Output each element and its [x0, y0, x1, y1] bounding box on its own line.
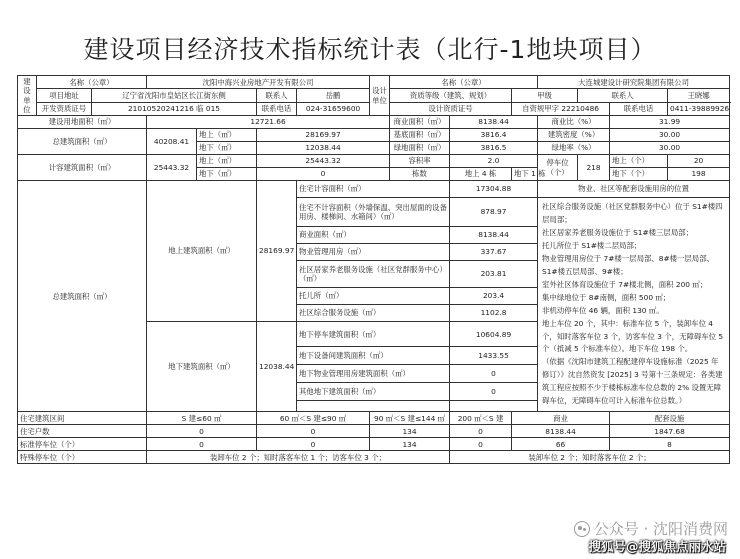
above-gfa-label: 地上（㎡） [197, 129, 257, 142]
above-row-value: 337.67 [450, 244, 538, 261]
total-gfa-label: 总建筑面积（㎡） [18, 129, 147, 155]
unit-range-label: 住宅建筑区间 [18, 412, 147, 425]
above-row-label: 物业管理用房（㎡） [297, 244, 450, 261]
below-row-value: 0 [450, 365, 538, 383]
owner-name: 沈阳中海兴业房地产开发有限公司 [147, 76, 370, 89]
below-detail-label: 地下建筑面积（㎡） [147, 322, 257, 412]
note-header: 物业、社区等配套设施用房的位置 [538, 181, 730, 198]
designer-contact: 王晓娜 [668, 89, 730, 102]
above-row-value: 1102.8 [450, 305, 538, 322]
note-line: 物业管理用房位于 7#楼一层局部、8#楼一层局部、S1#楼五层局部、9#楼； [542, 253, 714, 276]
far-above: 25443.32 [257, 155, 390, 168]
commercial-area: 8138.44 [450, 116, 538, 129]
above-row-value: 8138.44 [450, 227, 538, 244]
below-row-label: 地下停车建筑面积（㎡） [297, 322, 450, 347]
note-line: 社区居家养老服务设施位于 S1#楼三层局部； [542, 227, 693, 237]
parking-above-label: 地上（个） [610, 155, 668, 168]
green-area-label: 绿地面积（㎡） [390, 142, 450, 155]
far-below-label: 地下（㎡） [197, 168, 257, 181]
building-density-label: 建筑密度（%） [538, 129, 610, 142]
far-above-label: 地上（㎡） [197, 155, 257, 168]
parking-below: 198 [668, 168, 730, 181]
parking-above: 20 [668, 155, 730, 168]
watermark-sohu: 搜狐号@搜狐焦点丽水站 [588, 539, 726, 554]
watermark-wechat [574, 518, 728, 539]
owner-cert-label: 开发资质证号 [37, 102, 92, 115]
above-detail-total: 28169.97 [257, 181, 297, 322]
unit-count-5: 8138.44 [512, 425, 610, 438]
above-row-value: 203.81 [450, 261, 538, 288]
unit-count-3: 134 [370, 425, 450, 438]
designer-group-label: 设计单位 [370, 76, 390, 116]
commercial-ratio-label: 商业比（%） [538, 116, 610, 129]
above-row-label: 商业面积（㎡） [297, 227, 450, 244]
unit-col-3: 90 ㎡＜S 建≤144 ㎡ [370, 412, 450, 425]
unit-count-6: 1847.68 [610, 425, 730, 438]
below-row-label: 其他地下建筑面积（㎡） [297, 383, 450, 401]
unit-col-1: S 建≤60 ㎡ [147, 412, 257, 425]
note-line: 社区综合服务设施（社区党群服务中心）位于 S1#楼四层局部； [542, 202, 723, 224]
designer-grade: 甲级 [512, 89, 578, 102]
far-label: 容积率 [390, 155, 450, 168]
floors-below: 地下 1 栋 [512, 168, 538, 181]
designer-cert-label: 设计资质证号 [390, 102, 512, 115]
unit-col-2: 60 ㎡＜S 建≤90 ㎡ [257, 412, 370, 425]
below-row-spacer [297, 401, 450, 412]
owner-phone: 024-31659600 [297, 102, 370, 115]
unit-parking-2: 0 [257, 438, 370, 451]
parking-label: 停车位（个） [538, 155, 578, 181]
below-row-value: 0 [450, 383, 538, 401]
designer-cert: 自资规甲字 22210486 [512, 102, 610, 115]
unit-count-2: 0 [257, 425, 370, 438]
unit-count-4: 0 [450, 425, 512, 438]
unit-parking-label: 标准停车位（个） [18, 438, 147, 451]
unit-col-5: 商业 [512, 412, 610, 425]
owner-cert: 21010520241216 临 015 [92, 102, 257, 115]
land-area: 12721.66 [147, 116, 390, 129]
far-value: 2.0 [450, 155, 538, 168]
note-line: 托儿所位于 S1#楼二层局部； [542, 240, 642, 250]
green-ratio: 30.00 [610, 142, 730, 155]
parking-total: 218 [578, 155, 610, 181]
far-gfa: 25443.32 [147, 155, 197, 181]
designer-name: 大连城建设计研究院集团有限公司 [538, 76, 730, 89]
far-gfa-label: 计容建筑面积（㎡） [18, 155, 147, 181]
below-row-value: 10604.89 [450, 322, 538, 347]
green-ratio-label: 绿地率（%） [538, 142, 610, 155]
above-row-label: 住宅计容面积（㎡） [297, 181, 450, 198]
owner-contact: 岳鹏 [297, 89, 370, 102]
below-gfa-label: 地下（㎡） [197, 142, 257, 155]
unit-count-1: 0 [147, 425, 257, 438]
owner-contact-label: 联系人 [257, 89, 297, 102]
wechat-icon [574, 521, 590, 537]
designer-phone: 0411-39889926 [668, 102, 730, 115]
page-title: 建设项目经济技术指标统计表（北行-1地块项目） [83, 35, 657, 64]
above-row-label: 社区综合服务设施（㎡） [297, 305, 450, 322]
indicator-table [17, 75, 730, 464]
special-parking-label: 特殊停车位（个） [18, 451, 147, 464]
base-area-label: 基底面积（㎡） [390, 129, 450, 142]
owner-phone-label: 联系电话 [257, 102, 297, 115]
note-line: 非机动停车位 46 辆，面积 130 ㎡。 [542, 305, 664, 315]
unit-col-4: 200 ㎡＜S 建 [450, 412, 512, 425]
special-parking-left: 装卸车位 2 个；知时落客车位 1 个；访客车位 3 个； [147, 451, 450, 464]
green-area: 3816.5 [450, 142, 538, 155]
floors-above: 地上 4 栋 [450, 168, 512, 181]
below-row-label: 地下设备间建筑面积（㎡） [297, 347, 450, 365]
designer-name-label: 名称（公章） [390, 76, 538, 89]
above-row-value: 17304.88 [450, 181, 538, 198]
watermark-text: 公众号 · 沈阳消费网 [593, 520, 728, 538]
designer-grade-label: 资质等级（建筑、规划） [390, 89, 512, 102]
designer-phone-label: 联系电话 [610, 102, 668, 115]
unit-col-6: 配套设施 [610, 412, 730, 425]
below-row-spacer [450, 401, 538, 412]
note-box [538, 198, 730, 412]
special-parking-right: 装卸车位 2 个；知时落客车位 2 个； [450, 451, 730, 464]
total-gfa: 40208.41 [147, 129, 197, 155]
far-below: 0 [257, 168, 390, 181]
owner-address-label: 项目地址 [37, 89, 92, 102]
unit-parking-5: 66 [512, 438, 610, 451]
unit-count-label: 住宅户数 [18, 425, 147, 438]
above-row-value: 878.97 [450, 198, 538, 227]
unit-parking-1: 0 [147, 438, 257, 451]
floors-label: 栋数 [390, 168, 450, 181]
below-row-value: 1433.55 [450, 347, 538, 365]
above-row-label: 托儿所（㎡） [297, 288, 450, 305]
note-line: （依据《沈阳市建筑工程配建停车设施标准（2025 年修订）》沈自然资发 [2025] 3 号第十三条规定：各类建筑工程应按照不少于楼栋标准车位总数的 2% 设置无障碍车位，无障碍车位可计入标准车位总数。） [542, 357, 723, 406]
above-row-value: 203.4 [450, 288, 538, 305]
detail-group-label: 总建筑面积（㎡） [18, 181, 147, 412]
owner-name-label: 名称（公章） [37, 76, 147, 89]
below-row-label: 地下物业管理用房建筑面积（㎡） [297, 365, 450, 383]
above-row-label: 社区居家养老服务设施（社区党群服务中心）（㎡） [297, 261, 450, 288]
owner-group-label: 建设单位 [18, 76, 37, 116]
commercial-ratio: 31.99 [610, 116, 730, 129]
note-line: 集中绿地位于 8#南侧，面积 500 ㎡； [542, 292, 671, 302]
below-detail-total: 12038.44 [257, 322, 297, 412]
commercial-area-label: 商业面积（㎡） [390, 116, 450, 129]
below-gfa: 12038.44 [257, 142, 390, 155]
parking-below-label: 地下（个） [610, 168, 668, 181]
above-gfa: 28169.97 [257, 129, 390, 142]
base-area: 3816.4 [450, 129, 538, 142]
above-detail-label: 地上建筑面积（㎡） [147, 181, 257, 322]
owner-address: 辽宁省沈阳市皇姑区长江街东侧 [92, 89, 257, 102]
note-line: 地上车位 20 个，其中：标准车位 5 个，装卸车位 4 个，知时落客车位 3 个，访客车位 3 个，无障碍车位 5 个（抵减 5 个标准车位）。地下车位 198 个。 [542, 318, 724, 354]
land-area-label: 建设用地面积（㎡） [18, 116, 147, 129]
unit-parking-6: 8 [610, 438, 730, 451]
note-line: 室外社区体育设施位于 7#楼北侧，面积 200 ㎡； [542, 279, 708, 289]
unit-parking-3: 134 [370, 438, 450, 451]
building-density: 30.00 [610, 129, 730, 142]
unit-parking-4: 0 [450, 438, 512, 451]
designer-contact-label: 联系人 [578, 89, 668, 102]
above-row-label: 住宅不计容面积（外墙保温、突出屋面的设备用房、楼梯间、水箱间）（㎡） [297, 198, 450, 227]
